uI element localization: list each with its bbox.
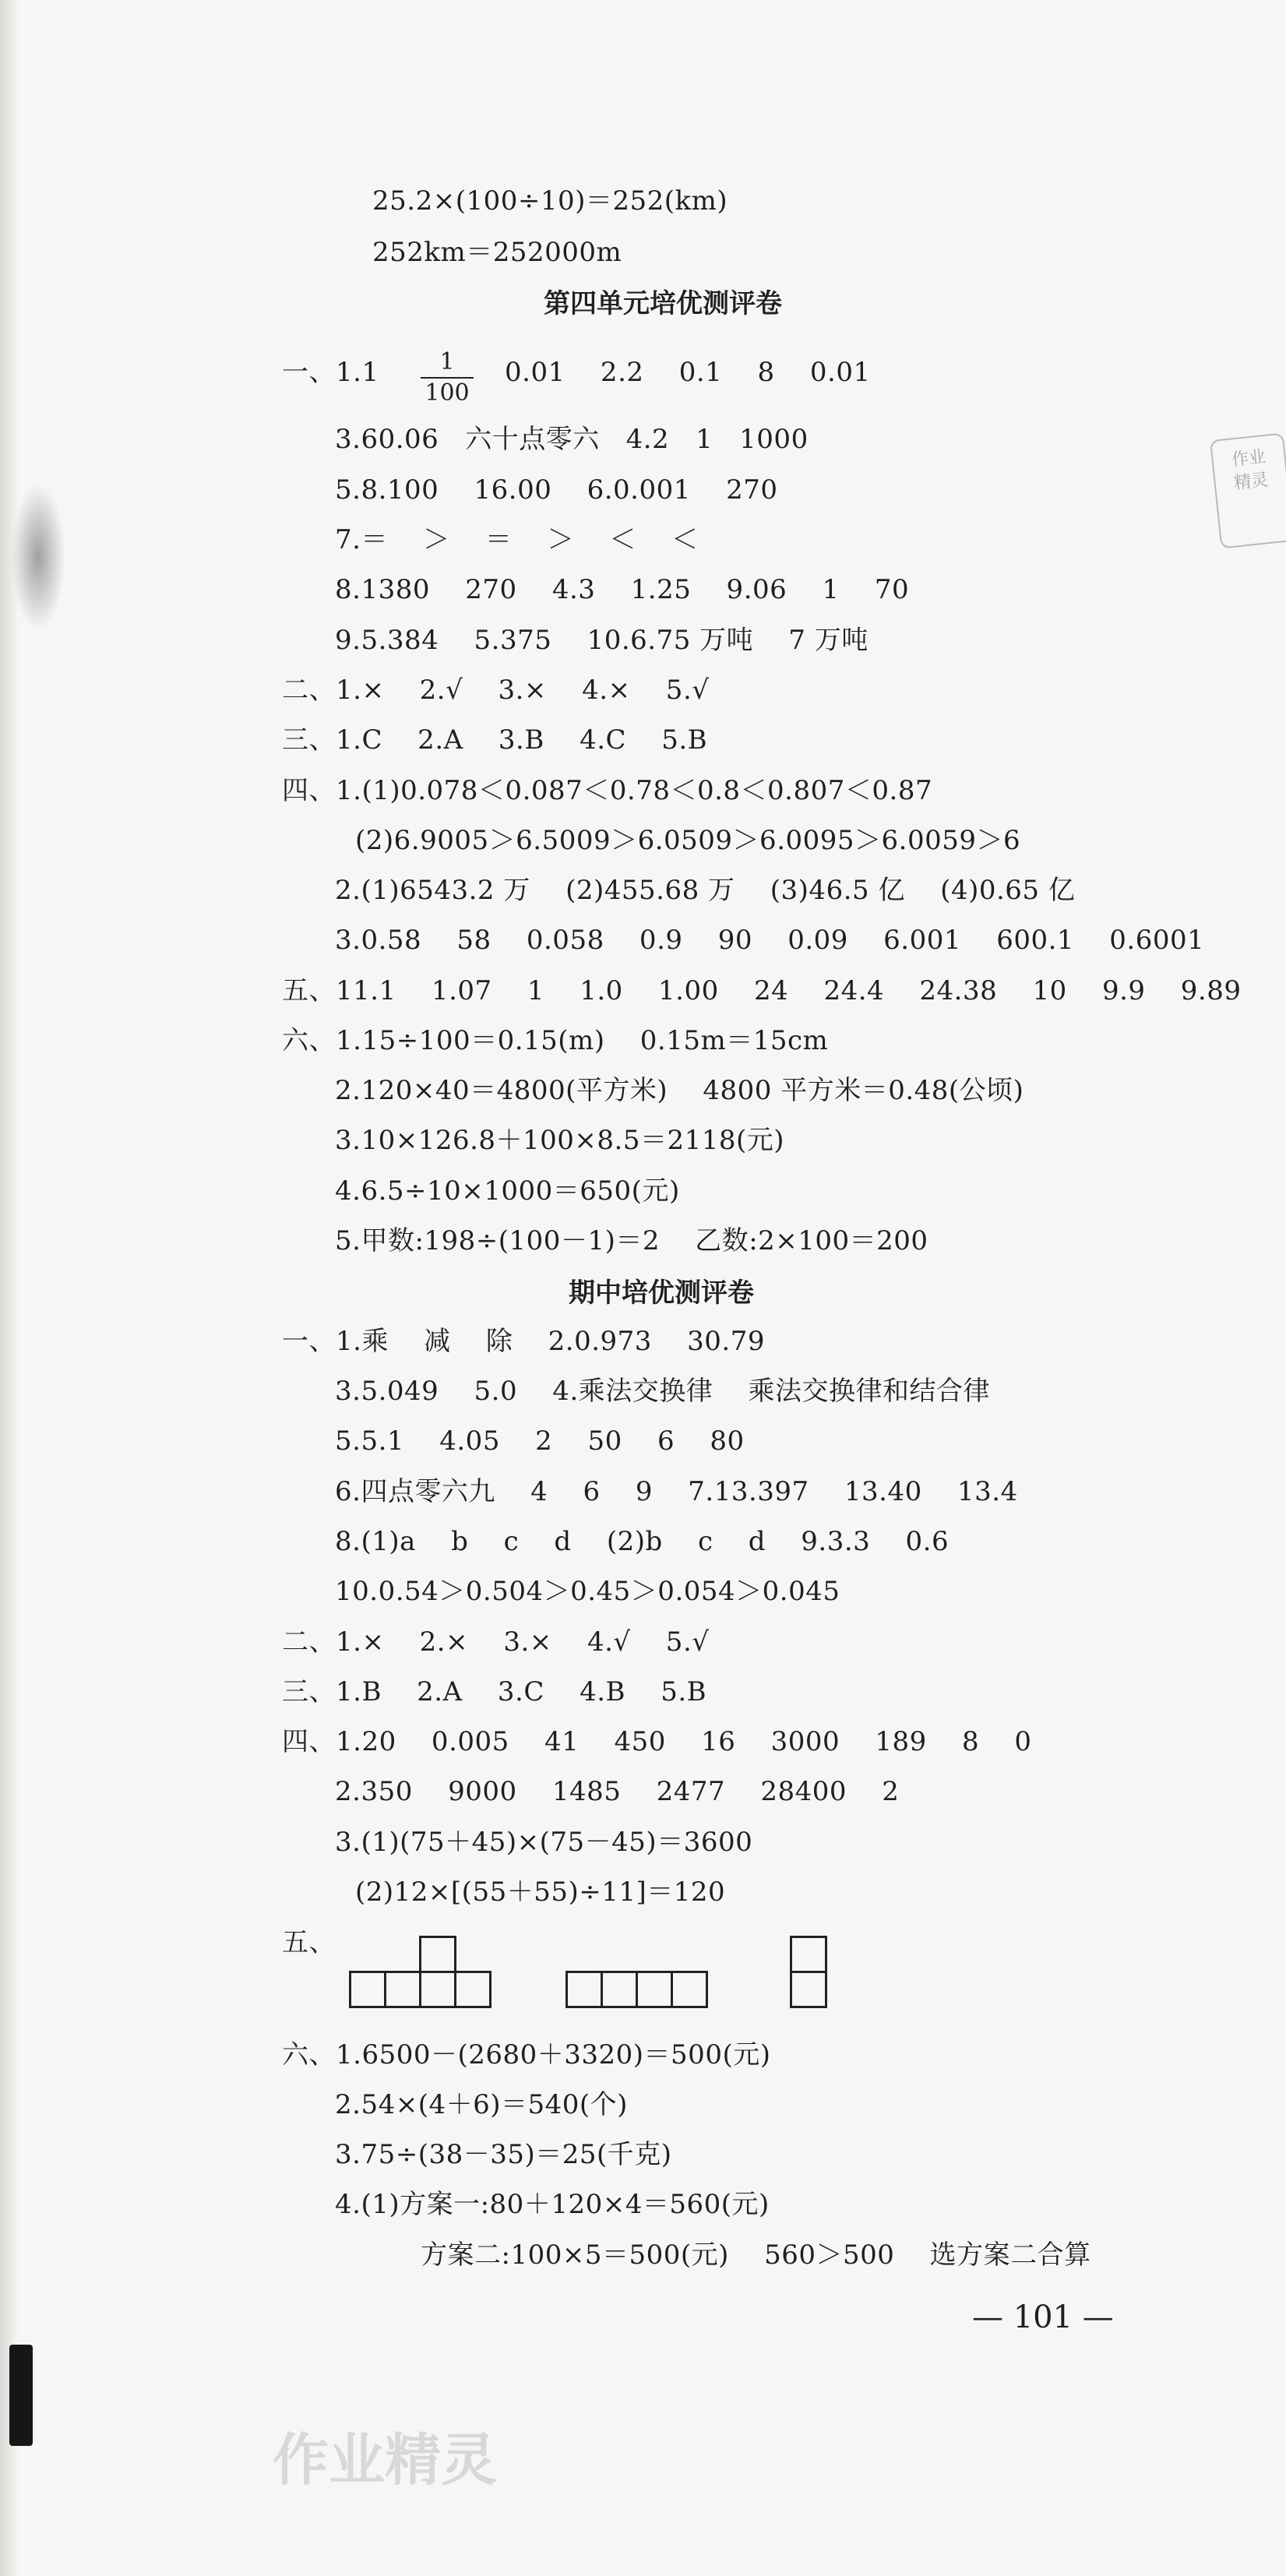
- answer-line: 四、1.20 0.005 41 450 16 3000 189 8 0: [282, 1726, 1032, 1757]
- answer-line: 一、1.乘 减 除 2.0.973 30.79: [282, 1326, 765, 1357]
- answer-line: 5.甲数:198÷(100－1)＝2 乙数:2×100＝200: [335, 1225, 928, 1256]
- net-square: [671, 1971, 708, 2008]
- page-edge-shadow: [0, 0, 19, 2576]
- answer-line: 6.四点零六九 4 6 9 7.13.397 13.40 13.4: [335, 1476, 1018, 1507]
- answer-line: 六、1.6500－(2680＋3320)＝500(元): [282, 2039, 771, 2070]
- section-title: 期中培优测评卷: [569, 1277, 754, 1309]
- answer-line: (2)12×[(55＋55)÷11]＝120: [355, 1876, 726, 1908]
- page-number: — 101 —: [972, 2299, 1114, 2335]
- cube-net-figure-1: [349, 1933, 505, 2011]
- answer-line: 方案二:100×5＝500(元) 560＞500 选方案二合算: [421, 2239, 1091, 2271]
- answer-line: 3.(1)(75＋45)×(75－45)＝3600: [335, 1827, 753, 1858]
- net-square: [636, 1971, 673, 2008]
- watermark-stamp: [1210, 432, 1286, 548]
- answer-line: 3.5.049 5.0 4.乘法交换律 乘法交换律和结合律: [335, 1376, 990, 1407]
- answer-line: 10.0.54＞0.504＞0.45＞0.054＞0.045: [335, 1576, 840, 1607]
- answer-line: 2.(1)6543.2 万 (2)455.68 万 (3)46.5 亿 (4)0.65 亿: [335, 875, 1076, 906]
- fraction-denominator: 100: [425, 379, 470, 407]
- net-square: [349, 1971, 386, 2008]
- answer-line: 7.＝ ＞ ＝ ＞ ＜ ＜: [335, 524, 699, 555]
- answer-line: 4.6.5÷10×1000＝650(元): [335, 1175, 680, 1207]
- answer-line: 3.60.06 六十点零六 4.2 1 1000: [335, 424, 809, 455]
- answer-line: 8.(1)a b c d (2)b c d 9.3.3 0.6: [335, 1526, 950, 1557]
- stamp-line-2: 精灵: [1233, 470, 1270, 494]
- scan-smudge: [11, 483, 65, 631]
- answer-line: (2)6.9005＞6.5009＞6.0509＞6.0095＞6.0059＞6: [355, 825, 1021, 856]
- answer-line: 四、1.(1)0.078＜0.087＜0.78＜0.8＜0.807＜0.87: [282, 775, 933, 806]
- answer-line: 3.0.58 58 0.058 0.9 90 0.09 6.001 600.1 0.6001: [335, 925, 1205, 956]
- answer-line: 252km＝252000m: [372, 237, 622, 268]
- answer-line: 二、1.× 2.√ 3.× 4.× 5.√: [282, 675, 710, 706]
- answer-line: 25.2×(100÷10)＝252(km): [372, 185, 728, 217]
- answer-line: 4.(1)方案一:80＋120×4＝560(元): [335, 2189, 770, 2220]
- net-square: [565, 1971, 603, 2008]
- watermark-text: 作业精灵: [273, 2427, 498, 2493]
- cube-net-figure-2: [565, 1971, 721, 2010]
- answer-line: 一、1.1: [282, 357, 379, 388]
- answer-line: 五、11.1 1.07 1 1.0 1.00 24 24.4 24.38 10 9.9 9.89: [282, 975, 1242, 1006]
- answer-line: 8.1380 270 4.3 1.25 9.06 1 70: [335, 574, 910, 605]
- stamp-line-1: 作业: [1230, 446, 1267, 470]
- answer-line: 2.350 9000 1485 2477 28400 2: [335, 1776, 900, 1807]
- answer-line: 六、1.15÷100＝0.15(m) 0.15m＝15cm: [282, 1025, 829, 1056]
- net-square: [384, 1971, 421, 2008]
- answer-line: 五、: [282, 1927, 336, 1958]
- net-square: [790, 1936, 827, 1973]
- cube-net-figure-3: [790, 1936, 829, 2014]
- fraction-numerator: 1: [439, 348, 455, 375]
- net-square: [790, 1971, 827, 2008]
- answer-line: 5.8.100 16.00 6.0.001 270: [335, 474, 778, 506]
- answer-line: 0.01 2.2 0.1 8 0.01: [505, 357, 871, 388]
- answer-line: 三、1.C 2.A 3.B 4.C 5.B: [282, 724, 708, 756]
- answer-line: 9.5.384 5.375 10.6.75 万吨 7 万吨: [335, 625, 868, 656]
- answer-line: 2.54×(4＋6)＝540(个): [335, 2089, 628, 2120]
- net-square: [601, 1971, 638, 2008]
- net-square: [419, 1971, 456, 2008]
- net-square: [454, 1971, 491, 2008]
- answer-line: 二、1.× 2.× 3.× 4.√ 5.√: [282, 1626, 710, 1658]
- answer-line: 3.75÷(38－35)＝25(千克): [335, 2139, 672, 2170]
- fraction: [421, 349, 474, 407]
- answer-line: 三、1.B 2.A 3.C 4.B 5.B: [282, 1676, 707, 1707]
- answer-line: 3.10×126.8＋100×8.5＝2118(元): [335, 1125, 785, 1156]
- answer-line: 5.5.1 4.05 2 50 6 80: [335, 1425, 745, 1457]
- net-square: [419, 1936, 456, 1973]
- section-title: 第四单元培优测评卷: [544, 288, 782, 319]
- fraction-bar: [421, 377, 474, 379]
- scan-dark-edge: [9, 2345, 33, 2446]
- answer-line: 2.120×40＝4800(平方米) 4800 平方米＝0.48(公顷): [335, 1075, 1024, 1106]
